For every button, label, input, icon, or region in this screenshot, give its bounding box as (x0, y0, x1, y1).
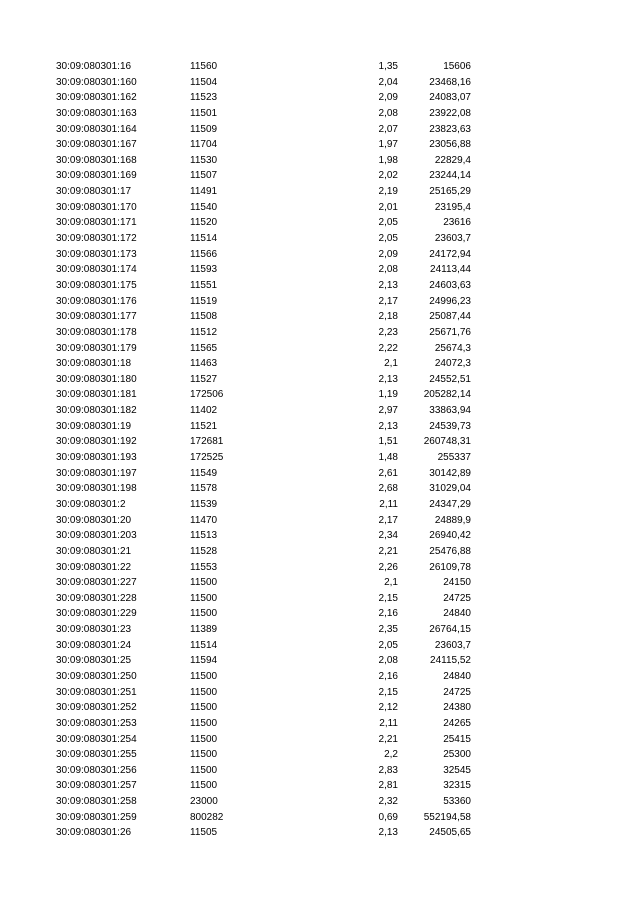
cadastral-number-cell: 30:09:080301:23 (56, 624, 132, 636)
cadastral-number-cell: 30:09:080301:259 (56, 811, 137, 823)
cadastral-number-cell: 30:09:080301:198 (56, 483, 137, 495)
cadastral-number-cell: 30:09:080301:2 (56, 498, 126, 510)
cadastral-number-cell: 30:09:080301:169 (56, 170, 137, 182)
area-cell: 11530 (190, 154, 218, 166)
value-cell: 25415 (443, 733, 471, 745)
cadastral-number-cell: 30:09:080301:21 (56, 545, 132, 557)
area-cell: 11566 (190, 248, 218, 260)
cadastral-number-cell: 30:09:080301:176 (56, 295, 137, 307)
table-row (0, 372, 640, 388)
value-cell: 24072,3 (434, 358, 471, 370)
cadastral-number-cell: 30:09:080301:250 (56, 670, 137, 682)
area-cell: 11513 (190, 530, 218, 542)
rate-cell: 2,26 (378, 561, 398, 573)
rate-cell: 2,34 (378, 530, 398, 542)
cadastral-number-cell: 30:09:080301:254 (56, 733, 137, 745)
cadastral-number-cell: 30:09:080301:256 (56, 764, 137, 776)
area-cell: 11500 (190, 577, 218, 589)
area-cell: 172506 (190, 389, 224, 401)
rate-cell: 2,83 (378, 764, 398, 776)
value-cell: 24996,23 (429, 295, 471, 307)
area-cell: 11527 (190, 373, 218, 385)
table-row (0, 137, 640, 153)
cadastral-number-cell: 30:09:080301:227 (56, 577, 137, 589)
table-row (0, 560, 640, 576)
value-cell: 24603,63 (429, 279, 471, 291)
value-cell: 33863,94 (429, 405, 471, 417)
cadastral-number-cell: 30:09:080301:178 (56, 326, 137, 338)
cadastral-number-cell: 30:09:080301:258 (56, 796, 137, 808)
table-row (0, 106, 640, 122)
area-cell: 11512 (190, 326, 218, 338)
rate-cell: 2,02 (378, 170, 398, 182)
cadastral-number-cell: 30:09:080301:163 (56, 107, 137, 119)
rate-cell: 2,81 (378, 780, 398, 792)
area-cell: 800282 (190, 811, 224, 823)
rate-cell: 2,15 (378, 686, 398, 698)
cadastral-number-cell: 30:09:080301:257 (56, 780, 137, 792)
table-row (0, 685, 640, 701)
table-row (0, 513, 640, 529)
value-cell: 260748,31 (423, 436, 471, 448)
table-row (0, 669, 640, 685)
table-row (0, 466, 640, 482)
rate-cell: 2,15 (378, 592, 398, 604)
cadastral-number-cell: 30:09:080301:192 (56, 436, 137, 448)
table-row (0, 184, 640, 200)
value-cell: 32315 (443, 780, 471, 792)
cadastral-number-cell: 30:09:080301:25 (56, 655, 132, 667)
value-cell: 205282,14 (423, 389, 471, 401)
table-row (0, 763, 640, 779)
area-cell: 11500 (190, 764, 218, 776)
value-cell: 26764,15 (429, 624, 471, 636)
value-cell: 23244,14 (429, 170, 471, 182)
table-row (0, 497, 640, 513)
value-cell: 25087,44 (429, 311, 471, 323)
value-cell: 25165,29 (429, 186, 471, 198)
area-cell: 11520 (190, 217, 218, 229)
table-row (0, 247, 640, 263)
cadastral-number-cell: 30:09:080301:20 (56, 514, 132, 526)
rate-cell: 2,1 (384, 358, 398, 370)
value-cell: 24172,94 (429, 248, 471, 260)
table-row (0, 700, 640, 716)
table-row (0, 403, 640, 419)
area-cell: 11509 (190, 123, 218, 135)
area-cell: 11521 (190, 420, 218, 432)
area-cell: 172525 (190, 452, 224, 464)
value-cell: 22829,4 (434, 154, 471, 166)
cadastral-number-cell: 30:09:080301:251 (56, 686, 137, 698)
value-cell: 25671,76 (429, 326, 471, 338)
rate-cell: 2,97 (378, 405, 398, 417)
rate-cell: 2,32 (378, 796, 398, 808)
area-cell: 11551 (190, 279, 218, 291)
table-row (0, 434, 640, 450)
cadastral-number-cell: 30:09:080301:174 (56, 264, 137, 276)
area-cell: 11594 (190, 655, 218, 667)
cadastral-number-cell: 30:09:080301:177 (56, 311, 137, 323)
value-cell: 26109,78 (429, 561, 471, 573)
cadastral-number-cell: 30:09:080301:168 (56, 154, 137, 166)
table-row (0, 450, 640, 466)
area-cell: 11523 (190, 92, 218, 104)
area-cell: 11500 (190, 686, 218, 698)
value-cell: 23823,63 (429, 123, 471, 135)
value-cell: 23603,7 (434, 639, 471, 651)
rate-cell: 2,2 (384, 749, 398, 761)
table-row (0, 309, 640, 325)
cadastral-number-cell: 30:09:080301:253 (56, 717, 137, 729)
value-cell: 25674,3 (434, 342, 471, 354)
area-cell: 11500 (190, 702, 218, 714)
table-row (0, 591, 640, 607)
cadastral-number-cell: 30:09:080301:228 (56, 592, 137, 604)
area-cell: 11549 (190, 467, 218, 479)
table-row (0, 606, 640, 622)
cadastral-number-cell: 30:09:080301:173 (56, 248, 137, 260)
area-cell: 11491 (190, 186, 218, 198)
value-cell: 24115,52 (430, 655, 471, 667)
value-cell: 24347,29 (429, 498, 471, 510)
rate-cell: 1,19 (378, 389, 398, 401)
value-cell: 24725 (443, 592, 471, 604)
table-row (0, 387, 640, 403)
rate-cell: 2,05 (378, 639, 398, 651)
rate-cell: 2,11 (379, 717, 398, 729)
cadastral-number-cell: 30:09:080301:172 (56, 233, 137, 245)
rate-cell: 2,17 (378, 295, 398, 307)
cadastral-number-cell: 30:09:080301:229 (56, 608, 137, 620)
area-cell: 11504 (190, 76, 218, 88)
rate-cell: 2,35 (378, 624, 398, 636)
value-cell: 23922,08 (429, 107, 471, 119)
value-cell: 24889,9 (434, 514, 471, 526)
rate-cell: 2,08 (378, 107, 398, 119)
table-row (0, 325, 640, 341)
area-cell: 11593 (190, 264, 218, 276)
value-cell: 23056,88 (429, 139, 471, 151)
table-row (0, 544, 640, 560)
area-cell: 11560 (190, 61, 218, 72)
data-table (0, 59, 640, 841)
value-cell: 25476,88 (429, 545, 471, 557)
rate-cell: 2,1 (384, 577, 398, 589)
table-row (0, 575, 640, 591)
rate-cell: 2,16 (378, 608, 398, 620)
rate-cell: 1,51 (378, 436, 398, 448)
area-cell: 172681 (190, 436, 224, 448)
rate-cell: 2,17 (378, 514, 398, 526)
rate-cell: 2,13 (378, 279, 398, 291)
area-cell: 11500 (190, 733, 218, 745)
table-row (0, 278, 640, 294)
value-cell: 24113,44 (430, 264, 471, 276)
area-cell: 11514 (190, 639, 218, 651)
value-cell: 23603,7 (434, 233, 471, 245)
area-cell: 11519 (190, 295, 218, 307)
rate-cell: 2,12 (378, 702, 398, 714)
cadastral-number-cell: 30:09:080301:22 (56, 561, 132, 573)
cadastral-number-cell: 30:09:080301:179 (56, 342, 137, 354)
value-cell: 552194,58 (423, 811, 471, 823)
rate-cell: 2,08 (378, 264, 398, 276)
table-row (0, 481, 640, 497)
area-cell: 11463 (190, 358, 218, 370)
table-row (0, 294, 640, 310)
value-cell: 24552,51 (429, 373, 471, 385)
table-row (0, 122, 640, 138)
rate-cell: 0,69 (378, 811, 398, 823)
table-row (0, 341, 640, 357)
cadastral-number-cell: 30:09:080301:175 (56, 279, 137, 291)
area-cell: 11507 (190, 170, 218, 182)
area-cell: 11500 (190, 749, 218, 761)
value-cell: 24505,65 (429, 827, 471, 839)
cadastral-number-cell: 30:09:080301:167 (56, 139, 137, 151)
area-cell: 11514 (190, 233, 218, 245)
cadastral-number-cell: 30:09:080301:181 (56, 389, 137, 401)
value-cell: 24083,07 (429, 92, 471, 104)
cadastral-number-cell: 30:09:080301:255 (56, 749, 137, 761)
area-cell: 11501 (190, 107, 218, 119)
area-cell: 11540 (190, 201, 218, 213)
rate-cell: 1,97 (378, 139, 398, 151)
table-row (0, 200, 640, 216)
value-cell: 24265 (443, 717, 471, 729)
value-cell: 25300 (443, 749, 471, 761)
area-cell: 11470 (190, 514, 218, 526)
cadastral-number-cell: 30:09:080301:182 (56, 405, 137, 417)
value-cell: 30142,89 (429, 467, 471, 479)
rate-cell: 2,21 (378, 733, 398, 745)
table-row (0, 716, 640, 732)
cadastral-number-cell: 30:09:080301:171 (56, 217, 137, 229)
cadastral-number-cell: 30:09:080301:24 (56, 639, 132, 651)
rate-cell: 2,21 (378, 545, 398, 557)
area-cell: 23000 (190, 796, 218, 808)
cadastral-number-cell: 30:09:080301:26 (56, 827, 132, 839)
table-row (0, 622, 640, 638)
rate-cell: 2,18 (378, 311, 398, 323)
value-cell: 24725 (443, 686, 471, 698)
table-row (0, 231, 640, 247)
cadastral-number-cell: 30:09:080301:193 (56, 452, 137, 464)
rate-cell: 2,19 (378, 186, 398, 198)
cadastral-number-cell: 30:09:080301:252 (56, 702, 137, 714)
rate-cell: 2,13 (378, 827, 398, 839)
value-cell: 31029,04 (429, 483, 471, 495)
area-cell: 11528 (190, 545, 218, 557)
table-row (0, 794, 640, 810)
table-row (0, 810, 640, 826)
cadastral-number-cell: 30:09:080301:162 (56, 92, 137, 104)
cadastral-number-cell: 30:09:080301:17 (56, 186, 132, 198)
rate-cell: 2,11 (379, 498, 398, 510)
area-cell: 11505 (190, 827, 218, 839)
area-cell: 11704 (190, 139, 218, 151)
rate-cell: 1,48 (378, 452, 398, 464)
table-row (0, 90, 640, 106)
table-row (0, 153, 640, 169)
table-row (0, 778, 640, 794)
cadastral-number-cell: 30:09:080301:19 (56, 420, 132, 432)
value-cell: 23195,4 (434, 201, 471, 213)
value-cell: 255337 (437, 452, 471, 464)
cadastral-number-cell: 30:09:080301:203 (56, 530, 137, 542)
cadastral-number-cell: 30:09:080301:170 (56, 201, 137, 213)
value-cell: 24380 (443, 702, 471, 714)
value-cell: 32545 (443, 764, 471, 776)
rate-cell: 2,13 (378, 373, 398, 385)
area-cell: 11508 (190, 311, 218, 323)
rate-cell: 2,05 (378, 217, 398, 229)
value-cell: 15606 (443, 61, 471, 72)
rate-cell: 2,61 (378, 467, 398, 479)
table-row (0, 168, 640, 184)
rate-cell: 2,08 (378, 655, 398, 667)
rate-cell: 2,04 (378, 76, 398, 88)
rate-cell: 2,09 (378, 248, 398, 260)
area-cell: 11402 (190, 405, 218, 417)
value-cell: 23468,16 (429, 76, 471, 88)
rate-cell: 2,01 (378, 201, 398, 213)
table-row (0, 747, 640, 763)
area-cell: 11578 (190, 483, 218, 495)
value-cell: 23616 (443, 217, 471, 229)
cadastral-number-cell: 30:09:080301:180 (56, 373, 137, 385)
rate-cell: 1,35 (378, 61, 398, 72)
table-row (0, 419, 640, 435)
rate-cell: 2,05 (378, 233, 398, 245)
table-row (0, 356, 640, 372)
value-cell: 53360 (443, 796, 471, 808)
table-row (0, 825, 640, 841)
rate-cell: 2,22 (378, 342, 398, 354)
rate-cell: 2,16 (378, 670, 398, 682)
rate-cell: 2,68 (378, 483, 398, 495)
rate-cell: 2,13 (378, 420, 398, 432)
value-cell: 24150 (443, 577, 471, 589)
value-cell: 24840 (443, 670, 471, 682)
cadastral-number-cell: 30:09:080301:16 (56, 61, 132, 72)
table-row (0, 732, 640, 748)
area-cell: 11500 (190, 608, 218, 620)
value-cell: 24840 (443, 608, 471, 620)
area-cell: 11553 (190, 561, 218, 573)
rate-cell: 1,98 (378, 154, 398, 166)
cadastral-number-cell: 30:09:080301:18 (56, 358, 132, 370)
rate-cell: 2,23 (378, 326, 398, 338)
rate-cell: 2,07 (378, 123, 398, 135)
rate-cell: 2,09 (378, 92, 398, 104)
area-cell: 11500 (190, 717, 218, 729)
table-row (0, 653, 640, 669)
value-cell: 24539,73 (429, 420, 471, 432)
value-cell: 26940,42 (429, 530, 471, 542)
area-cell: 11500 (190, 780, 218, 792)
area-cell: 11500 (190, 670, 218, 682)
cadastral-number-cell: 30:09:080301:197 (56, 467, 137, 479)
cadastral-number-cell: 30:09:080301:164 (56, 123, 137, 135)
area-cell: 11539 (190, 498, 218, 510)
table-row (0, 215, 640, 231)
area-cell: 11389 (190, 624, 218, 636)
table-row (0, 528, 640, 544)
area-cell: 11500 (190, 592, 218, 604)
table-row (0, 75, 640, 91)
cadastral-number-cell: 30:09:080301:160 (56, 76, 137, 88)
table-row (0, 59, 640, 75)
table-row (0, 262, 640, 278)
area-cell: 11565 (190, 342, 218, 354)
table-row (0, 638, 640, 654)
